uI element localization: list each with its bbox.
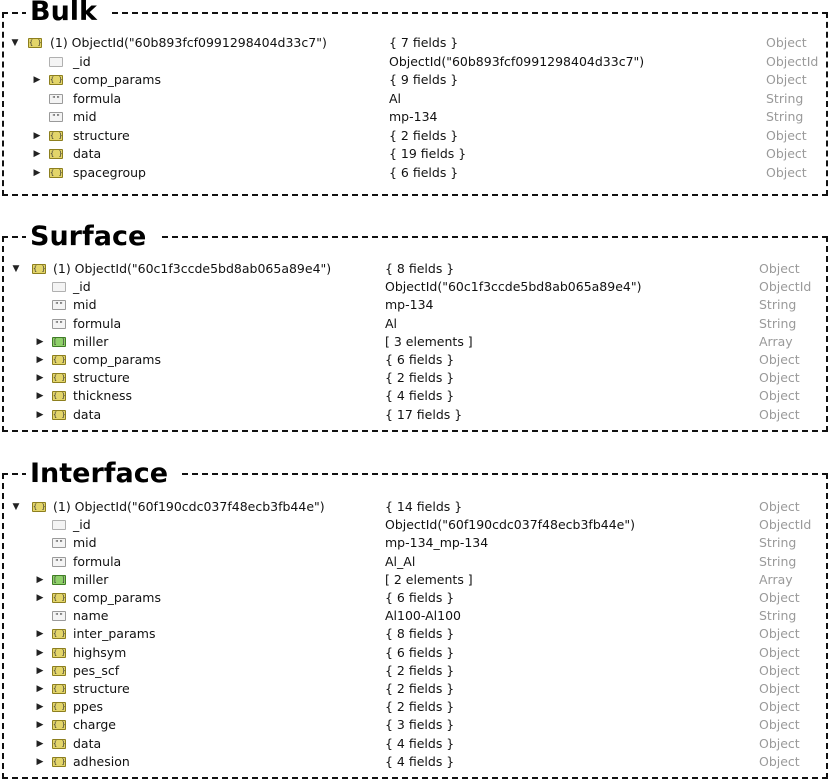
caret-down-icon[interactable]: ▼ bbox=[12, 264, 20, 274]
string-icon: "" bbox=[49, 94, 63, 104]
caret-right-icon[interactable]: ▶ bbox=[36, 593, 44, 603]
caret-right-icon[interactable]: ▶ bbox=[33, 75, 41, 85]
field-key: (1) ObjectId("60b893fcf0991298404d33c7") bbox=[50, 35, 327, 50]
tree-row-root[interactable] bbox=[4, 498, 826, 516]
field-type: Object bbox=[766, 35, 807, 50]
field-value: { 4 fields } bbox=[385, 753, 455, 769]
field-key: comp_params bbox=[73, 352, 161, 367]
field-key: _id bbox=[73, 53, 91, 69]
tree-row-root[interactable] bbox=[4, 260, 826, 278]
field-key: highsym bbox=[73, 644, 127, 660]
field-key: thickness bbox=[73, 388, 133, 404]
field-type: Object bbox=[759, 388, 800, 404]
field-key: (1) ObjectId("60f190cdc037f48ecb3fb44e") bbox=[53, 499, 325, 514]
field-key: pes_scf bbox=[73, 662, 120, 678]
object-icon: { } bbox=[50, 131, 63, 140]
string-icon: "" bbox=[52, 611, 66, 621]
field-type: Object bbox=[759, 753, 800, 769]
tree-row[interactable] bbox=[4, 607, 826, 625]
caret-right-icon[interactable]: ▶ bbox=[36, 355, 44, 365]
field-value: { 19 fields } bbox=[389, 146, 467, 161]
caret-right-icon[interactable]: ▶ bbox=[33, 167, 41, 178]
field-key: (1) ObjectId("60c1f3ccde5bd8ab065a89e4") bbox=[53, 261, 332, 276]
field-value: { 2 fields } bbox=[389, 127, 459, 143]
tree-row[interactable] bbox=[4, 406, 826, 424]
field-key: name bbox=[73, 608, 109, 624]
tree-row[interactable] bbox=[4, 571, 826, 589]
field-key: mid bbox=[73, 535, 97, 551]
tree-row[interactable] bbox=[4, 753, 826, 771]
field-value: mp-134_mp-134 bbox=[385, 535, 489, 551]
tree-row[interactable] bbox=[4, 534, 826, 552]
tree-row[interactable] bbox=[4, 680, 826, 698]
field-type: Object bbox=[759, 735, 800, 751]
field-key: formula bbox=[73, 315, 122, 331]
section-title: Surface bbox=[26, 222, 160, 252]
field-value: { 2 fields } bbox=[385, 699, 455, 715]
field-type: Object bbox=[759, 406, 800, 422]
string-icon: "" bbox=[52, 557, 66, 567]
string-icon: "" bbox=[52, 319, 66, 329]
tree-row[interactable] bbox=[4, 333, 826, 351]
caret-right-icon[interactable]: ▶ bbox=[36, 574, 44, 585]
string-icon: "" bbox=[49, 112, 63, 122]
object-icon: { } bbox=[53, 666, 66, 675]
objectid-icon bbox=[52, 520, 66, 530]
field-type: Object bbox=[759, 499, 800, 514]
object-icon: { } bbox=[33, 503, 46, 511]
field-key: miller bbox=[73, 333, 109, 349]
object-icon: { } bbox=[50, 168, 63, 177]
field-value: { 9 fields } bbox=[389, 72, 459, 87]
object-icon: { } bbox=[53, 648, 66, 657]
caret-right-icon[interactable]: ▶ bbox=[36, 665, 44, 676]
field-value: { 8 fields } bbox=[385, 261, 455, 276]
caret-right-icon[interactable]: ▶ bbox=[36, 738, 44, 749]
field-type: String bbox=[759, 315, 797, 331]
tree-row[interactable] bbox=[4, 53, 826, 71]
caret-right-icon[interactable]: ▶ bbox=[36, 756, 44, 767]
field-type: Object bbox=[759, 644, 800, 660]
tree-row[interactable] bbox=[4, 315, 826, 333]
field-type: String bbox=[759, 535, 797, 551]
object-icon: { } bbox=[53, 374, 66, 383]
field-type: Object bbox=[759, 626, 800, 642]
field-value: { 6 fields } bbox=[389, 164, 459, 180]
field-key: data bbox=[73, 406, 102, 422]
field-type: Object bbox=[766, 164, 807, 180]
field-key: inter_params bbox=[73, 626, 156, 642]
field-value: { 4 fields } bbox=[385, 735, 455, 751]
field-key: mid bbox=[73, 297, 97, 313]
field-type: Object bbox=[759, 662, 800, 678]
field-value: { 6 fields } bbox=[385, 644, 455, 660]
object-icon: { } bbox=[53, 739, 66, 748]
field-key: miller bbox=[73, 571, 109, 587]
field-type: ObjectId bbox=[766, 53, 819, 69]
field-type: Object bbox=[759, 370, 800, 386]
string-icon: "" bbox=[52, 538, 66, 548]
object-icon: { } bbox=[53, 757, 66, 766]
field-type: String bbox=[759, 608, 797, 624]
tree-row[interactable] bbox=[4, 698, 826, 716]
field-type: Array bbox=[759, 571, 793, 587]
object-icon: { } bbox=[53, 703, 66, 712]
caret-right-icon[interactable]: ▶ bbox=[36, 684, 44, 694]
field-type: String bbox=[766, 109, 804, 124]
field-type: Object bbox=[759, 717, 800, 733]
array-icon: [ ] bbox=[53, 337, 66, 346]
tree-row[interactable] bbox=[4, 662, 826, 680]
tree-row[interactable] bbox=[4, 553, 826, 571]
field-value: [ 3 elements ] bbox=[385, 333, 473, 349]
caret-right-icon[interactable]: ▶ bbox=[33, 130, 41, 141]
tree-row[interactable] bbox=[4, 644, 826, 662]
object-icon: { } bbox=[33, 265, 46, 273]
field-type: String bbox=[759, 297, 797, 313]
tree-row[interactable] bbox=[4, 716, 826, 734]
field-type: Object bbox=[766, 127, 807, 143]
tree-row[interactable] bbox=[4, 625, 826, 643]
field-key: formula bbox=[73, 553, 122, 569]
field-value: ObjectId("60c1f3ccde5bd8ab065a89e4") bbox=[385, 279, 642, 295]
caret-right-icon[interactable]: ▶ bbox=[36, 720, 44, 731]
field-value: Al_Al bbox=[385, 553, 416, 569]
object-icon: { } bbox=[53, 410, 66, 419]
tree-row[interactable] bbox=[4, 351, 826, 369]
field-key: structure bbox=[73, 681, 130, 696]
field-key: data bbox=[73, 735, 102, 751]
field-value: { 17 fields } bbox=[385, 406, 463, 422]
surface-section bbox=[2, 221, 828, 432]
field-value: { 8 fields } bbox=[385, 626, 455, 642]
field-key: ppes bbox=[73, 699, 104, 715]
field-key: mid bbox=[73, 109, 97, 124]
field-type: Object bbox=[766, 146, 807, 161]
field-type: ObjectId bbox=[759, 279, 812, 295]
field-value: mp-134 bbox=[385, 297, 434, 313]
caret-right-icon[interactable]: ▶ bbox=[33, 149, 41, 159]
field-key: _id bbox=[73, 279, 91, 295]
field-value: { 2 fields } bbox=[385, 662, 455, 678]
caret-down-icon[interactable]: ▼ bbox=[12, 502, 20, 512]
field-type: Array bbox=[759, 333, 793, 349]
tree-row[interactable] bbox=[4, 90, 826, 108]
string-icon: "" bbox=[52, 300, 66, 310]
field-value: { 14 fields } bbox=[385, 499, 463, 514]
field-key: comp_params bbox=[73, 72, 161, 87]
tree-row[interactable] bbox=[4, 589, 826, 607]
field-value: ObjectId("60f190cdc037f48ecb3fb44e") bbox=[385, 517, 635, 533]
field-value: Al100-Al100 bbox=[385, 608, 462, 624]
field-type: Object bbox=[759, 681, 800, 696]
bulk-section bbox=[2, 0, 828, 196]
tree-row-root[interactable] bbox=[4, 34, 826, 52]
field-type: String bbox=[766, 90, 804, 106]
field-value: { 7 fields } bbox=[389, 35, 459, 50]
tree-row[interactable] bbox=[4, 516, 826, 534]
tree-row[interactable] bbox=[4, 71, 826, 89]
object-icon: { } bbox=[53, 721, 66, 730]
field-type: ObjectId bbox=[759, 517, 812, 533]
object-icon: { } bbox=[53, 356, 66, 364]
field-value: Al bbox=[389, 90, 402, 106]
caret-right-icon[interactable]: ▶ bbox=[36, 702, 44, 713]
tree-row[interactable] bbox=[4, 127, 826, 145]
field-value: [ 2 elements ] bbox=[385, 571, 473, 587]
section-title: Interface bbox=[26, 459, 182, 489]
array-icon: [ ] bbox=[53, 575, 66, 584]
field-key: formula bbox=[73, 90, 122, 106]
caret-right-icon[interactable]: ▶ bbox=[36, 336, 44, 347]
field-key: _id bbox=[73, 517, 91, 533]
field-value: { 2 fields } bbox=[385, 370, 455, 386]
caret-right-icon[interactable]: ▶ bbox=[36, 647, 44, 658]
tree-row[interactable] bbox=[4, 278, 826, 296]
field-key: adhesion bbox=[73, 753, 130, 769]
objectid-icon bbox=[49, 57, 63, 67]
field-type: Object bbox=[759, 352, 800, 367]
field-key: comp_params bbox=[73, 590, 161, 605]
caret-right-icon[interactable]: ▶ bbox=[36, 391, 44, 402]
field-type: Object bbox=[766, 72, 807, 87]
field-value: ObjectId("60b893fcf0991298404d33c7") bbox=[389, 53, 645, 69]
object-icon: { } bbox=[53, 630, 66, 639]
field-type: String bbox=[759, 553, 797, 569]
tree-row[interactable] bbox=[4, 387, 826, 405]
caret-down-icon[interactable]: ▼ bbox=[11, 38, 19, 48]
object-icon: { } bbox=[53, 594, 66, 602]
field-value: { 6 fields } bbox=[385, 352, 455, 367]
caret-right-icon[interactable]: ▶ bbox=[36, 409, 44, 420]
field-type: Object bbox=[759, 261, 800, 276]
tree-row[interactable] bbox=[4, 369, 826, 387]
object-icon: { } bbox=[50, 150, 63, 158]
objectid-icon bbox=[52, 282, 66, 292]
field-key: data bbox=[73, 146, 102, 161]
field-value: { 4 fields } bbox=[385, 388, 455, 404]
field-key: structure bbox=[73, 370, 130, 386]
tree-row[interactable] bbox=[4, 108, 826, 126]
tree-row[interactable] bbox=[4, 735, 826, 753]
object-icon: { } bbox=[50, 76, 63, 84]
field-value: { 3 fields } bbox=[385, 717, 455, 733]
caret-right-icon[interactable]: ▶ bbox=[36, 373, 44, 384]
field-value: Al bbox=[385, 315, 398, 331]
tree-row[interactable] bbox=[4, 296, 826, 314]
field-type: Object bbox=[759, 590, 800, 605]
field-type: Object bbox=[759, 699, 800, 715]
tree-row[interactable] bbox=[4, 164, 826, 182]
field-key: structure bbox=[73, 127, 130, 143]
object-icon: { } bbox=[53, 392, 66, 401]
field-value: { 6 fields } bbox=[385, 590, 455, 605]
object-icon: { } bbox=[53, 685, 66, 693]
object-icon: { } bbox=[29, 39, 42, 47]
field-key: spacegroup bbox=[73, 164, 146, 180]
section-title: Bulk bbox=[26, 0, 111, 27]
interface-section bbox=[2, 458, 828, 779]
field-key: charge bbox=[73, 717, 116, 733]
field-value: mp-134 bbox=[389, 109, 438, 124]
tree-row[interactable] bbox=[4, 145, 826, 163]
caret-right-icon[interactable]: ▶ bbox=[36, 629, 44, 640]
field-value: { 2 fields } bbox=[385, 681, 455, 696]
